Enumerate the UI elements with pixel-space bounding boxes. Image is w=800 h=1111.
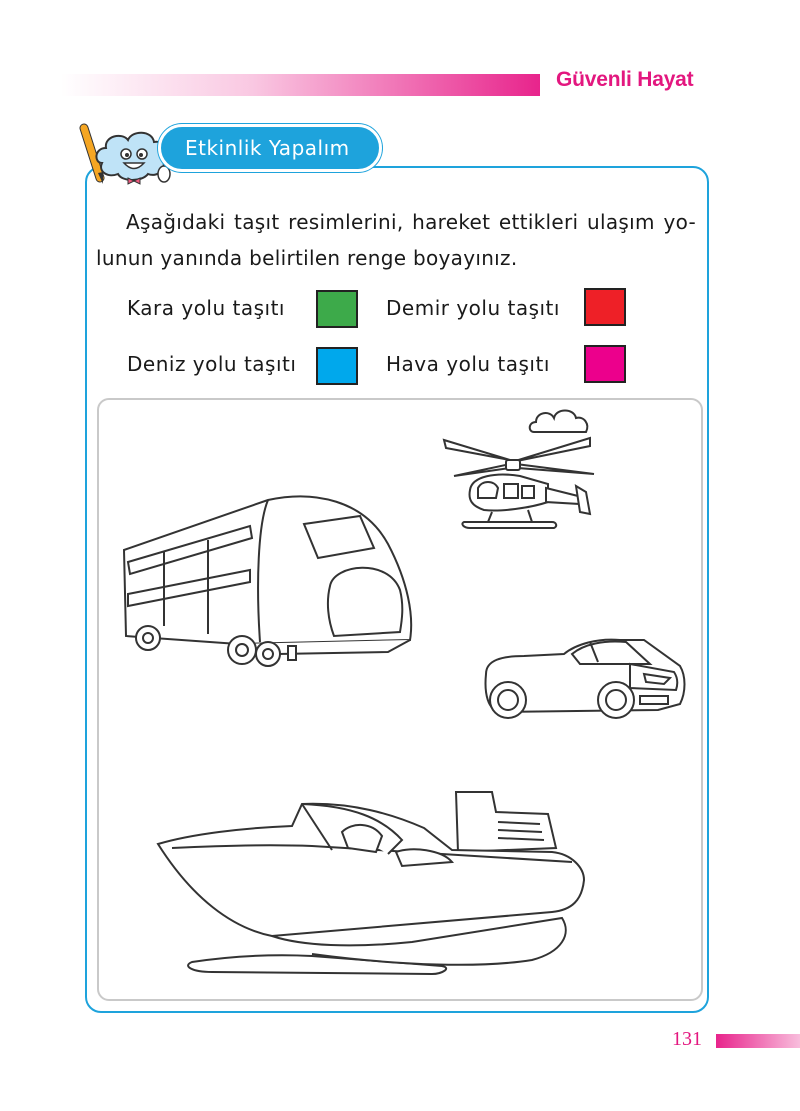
header-gradient-bar bbox=[60, 74, 540, 96]
legend-label-rail: Demir yolu taşıtı bbox=[386, 296, 560, 320]
instruction-line-1: Aşağıdaki taşıt resimlerini, hareket ettikleri ulaşım yo- bbox=[126, 210, 696, 234]
legend-swatch-blue bbox=[316, 347, 358, 385]
activity-title: Etkinlik Yapalım bbox=[185, 136, 350, 160]
activity-title-pill bbox=[158, 124, 382, 172]
legend-swatch-red bbox=[584, 288, 626, 326]
legend-label-land: Kara yolu taşıtı bbox=[127, 296, 285, 320]
page-number: 131 bbox=[672, 1028, 702, 1050]
legend-swatch-magenta bbox=[584, 345, 626, 383]
legend-label-air: Hava yolu taşıtı bbox=[386, 352, 550, 376]
footer-gradient-bar bbox=[716, 1034, 800, 1048]
section-title: Güvenli Hayat bbox=[556, 68, 694, 91]
boat-icon bbox=[152, 788, 596, 986]
train-icon bbox=[118, 494, 418, 672]
car-icon bbox=[480, 634, 688, 722]
legend-swatch-green bbox=[316, 290, 358, 328]
instruction-line-2: lunun yanında belirtilen renge boyayınız. bbox=[96, 246, 518, 270]
legend-label-sea: Deniz yolu taşıtı bbox=[127, 352, 297, 376]
helicopter-icon bbox=[440, 430, 600, 535]
instruction-text bbox=[96, 204, 696, 276]
